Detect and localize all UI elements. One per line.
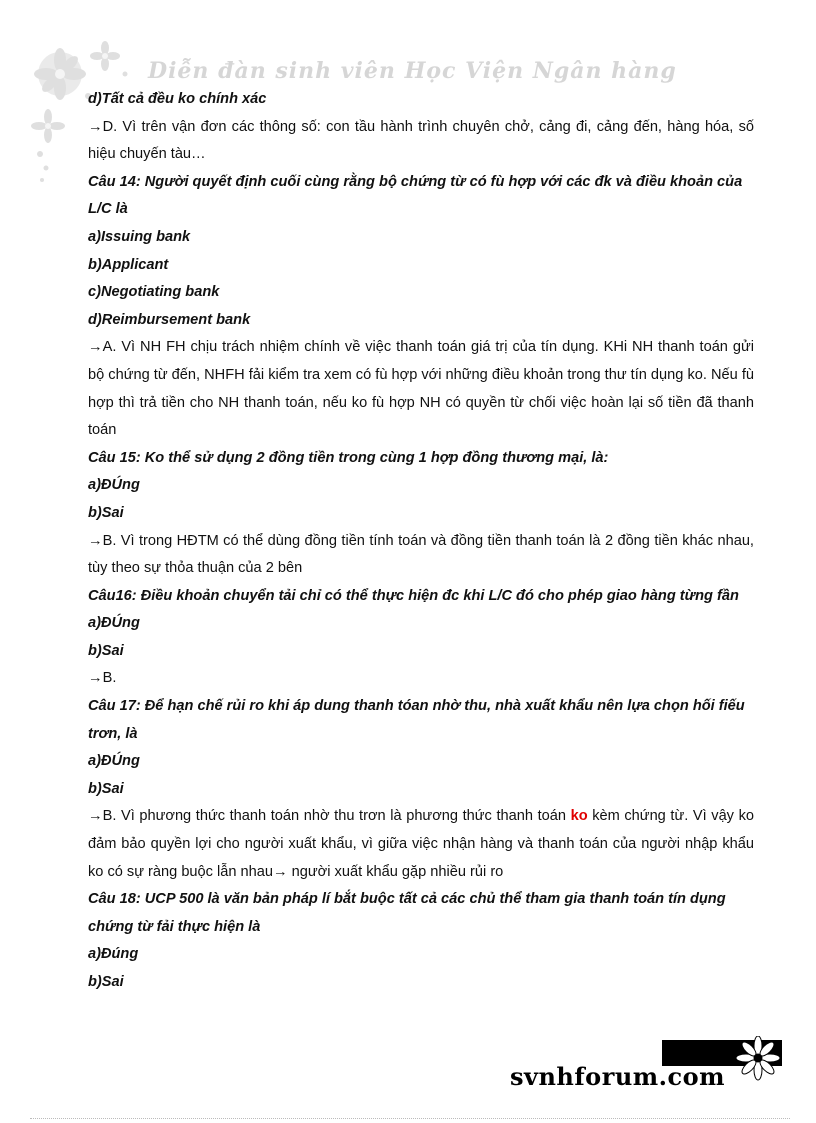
page-divider bbox=[30, 1118, 790, 1119]
arrow-icon: → bbox=[88, 532, 103, 549]
answer-text: B. Vì phương thức thanh toán nhờ thu trơn là phương thức thanh toán bbox=[102, 808, 571, 825]
question-text: b)Applicant bbox=[88, 256, 169, 273]
question-line bbox=[88, 169, 754, 224]
answer-line bbox=[88, 334, 754, 444]
question-line bbox=[88, 776, 754, 804]
question-text: Câu 14: Người quyết định cuối cùng rằng bộ chứng từ có fù hợp với các đk và điều khoản của L/C là bbox=[88, 173, 743, 218]
question-line bbox=[88, 693, 754, 748]
question-text: b)Sai bbox=[88, 504, 124, 521]
answer-text: người xuất khẩu gặp nhiều rủi ro bbox=[287, 863, 504, 880]
question-text: b)Sai bbox=[88, 642, 124, 659]
question-text: a)ĐÚng bbox=[88, 477, 140, 494]
answer-text: B. Vì trong HĐTM có thể dùng đồng tiền tính toán và đồng tiền thanh toán là 2 đồng tiền khác nhau, tùy theo sự thỏa thuận của 2 bên bbox=[88, 532, 754, 577]
answer-line bbox=[88, 803, 754, 886]
question-line bbox=[88, 472, 754, 500]
footer-logo bbox=[510, 1036, 790, 1096]
question-line bbox=[88, 969, 754, 997]
question-text: b)Sai bbox=[88, 974, 124, 990]
question-line bbox=[88, 307, 754, 335]
question-line bbox=[88, 748, 754, 776]
question-line bbox=[88, 610, 754, 638]
highlight-text: ko bbox=[570, 808, 588, 825]
question-text: d)Tất cả đều ko chính xác bbox=[88, 91, 267, 107]
answer-text: kèm chứng từ. Vì vậy ko đảm bảo quyền lợi cho người xuất khẩu, vì giữa việc nhận hàng và thanh toán của người nhập khẩu ko có sự ràng buộc lẫn nhau bbox=[88, 808, 754, 880]
forum-header-title: Diễn đàn sinh viên Học Viện Ngân hàng bbox=[148, 58, 677, 84]
question-text: a)ĐÚng bbox=[88, 753, 140, 770]
question-text: d)Reimbursement bank bbox=[88, 311, 251, 328]
question-text: Câu16: Điều khoản chuyển tải chỉ có thể thực hiện đc khi L/C đó cho phép giao hàng từng fần bbox=[88, 587, 739, 604]
arrow-icon: → bbox=[88, 339, 103, 356]
question-line bbox=[88, 500, 754, 528]
question-text: a)Đúng bbox=[88, 946, 139, 963]
question-line bbox=[88, 445, 754, 473]
question-text: a)Issuing bank bbox=[88, 228, 191, 245]
question-line bbox=[88, 279, 754, 307]
arrow-icon: → bbox=[273, 863, 288, 880]
question-line bbox=[88, 86, 754, 114]
question-text: a)ĐÚng bbox=[88, 615, 140, 632]
question-line bbox=[88, 886, 754, 941]
answer-line bbox=[88, 114, 754, 169]
answer-text: B. bbox=[102, 670, 117, 687]
daisy-logo-icon bbox=[718, 1036, 790, 1092]
question-text: c)Negotiating bank bbox=[88, 284, 220, 301]
answer-line bbox=[88, 665, 754, 693]
question-text: Câu 17: Để hạn chế rủi ro khi áp dung thanh tóan nhờ thu, nhà xuất khẩu nên lựa chọn hối fiếu trơn, là bbox=[88, 698, 745, 742]
arrow-icon: → bbox=[88, 808, 103, 825]
arrow-icon: → bbox=[88, 118, 103, 135]
footer-site-name: svnhforum.com bbox=[510, 1062, 726, 1091]
question-text: Câu 18: UCP 500 là văn bản pháp lí bắt buộc tất cả các chủ thể tham gia thanh toán tín dụng chứng từ fải thực hiện là bbox=[88, 891, 726, 935]
answer-text: A. Vì NH FH chịu trách nhiệm chính về việc thanh toán giá trị của tín dụng. KHi NH thanh toán gửi bộ chứng từ đến, NHFH fải kiểm tra xem có fù hợp với những điều khoản trong thư tín dụng ko. Nếu fù hợp thì trả tiền cho NH thanh toán, nếu ko fù hợp NH có quyền từ chối việc hoàn lại số tiền đã thanh toán bbox=[88, 339, 754, 439]
answer-line bbox=[88, 528, 754, 583]
question-line bbox=[88, 638, 754, 666]
question-text: b)Sai bbox=[88, 780, 124, 797]
question-line bbox=[88, 224, 754, 252]
question-line bbox=[88, 583, 754, 611]
question-line bbox=[88, 941, 754, 969]
question-line bbox=[88, 252, 754, 280]
answer-text: D. Vì trên vận đơn các thông số: con tầu hành trình chuyên chở, cảng đi, cảng đến, hàng hóa, số hiệu chuyến tàu… bbox=[88, 118, 754, 163]
document-body bbox=[88, 86, 754, 997]
question-text: Câu 15: Ko thể sử dụng 2 đồng tiền trong cùng 1 hợp đồng thương mại, là: bbox=[88, 449, 609, 466]
arrow-icon: → bbox=[88, 670, 103, 687]
